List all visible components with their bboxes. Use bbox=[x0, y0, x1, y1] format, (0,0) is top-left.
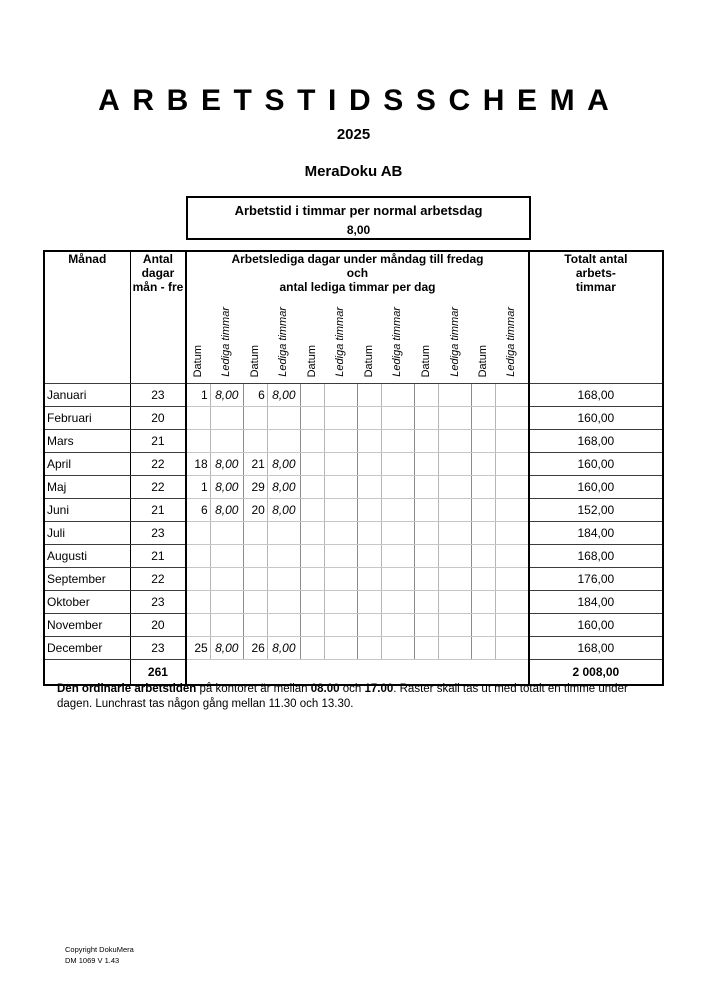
table-row bbox=[44, 499, 663, 522]
cell-month: Februari bbox=[44, 407, 130, 430]
cell-lediga-timmar bbox=[439, 476, 472, 499]
cell-datum bbox=[300, 476, 324, 499]
cell-datum bbox=[243, 407, 267, 430]
doc-id: DM 1069 V 1.43 bbox=[65, 955, 120, 965]
note-segment: på kontoret är mellan bbox=[196, 683, 311, 695]
cell-lediga-timmar bbox=[439, 499, 472, 522]
cell-lediga-timmar bbox=[267, 430, 300, 453]
hours-box-value: 8,00 bbox=[346, 223, 371, 237]
cell-datum bbox=[186, 545, 210, 568]
subheader-lediga-timmar bbox=[381, 298, 414, 384]
cell-datum bbox=[357, 591, 381, 614]
cell-lediga-timmar bbox=[381, 637, 414, 660]
company-name: MeraDoku AB bbox=[304, 163, 403, 180]
subheader-datum-label: Datum bbox=[192, 344, 205, 377]
cell-lediga-timmar bbox=[496, 591, 529, 614]
cell-lediga-timmar bbox=[496, 453, 529, 476]
table-row bbox=[44, 522, 663, 545]
cell-lediga-timmar bbox=[439, 384, 472, 407]
cell-datum bbox=[300, 591, 324, 614]
year-label: 2025 bbox=[336, 126, 371, 143]
header-total-line: timmar bbox=[575, 280, 616, 294]
cell-lediga-timmar bbox=[496, 384, 529, 407]
cell-total-hours: 184,00 bbox=[529, 591, 663, 614]
header-days-line: Antal bbox=[142, 252, 173, 266]
cell-datum bbox=[357, 407, 381, 430]
cell-datum: 1 bbox=[186, 476, 210, 499]
copyright-line: Copyright DokuMera bbox=[65, 945, 134, 954]
cell-datum: 18 bbox=[186, 453, 210, 476]
hours-box-label: Arbetstid i timmar per normal arbetsdag bbox=[234, 203, 483, 218]
cell-lediga-timmar bbox=[267, 614, 300, 637]
cell-month: Juli bbox=[44, 522, 130, 545]
note-segment: Den ordinarie arbetstiden bbox=[57, 683, 197, 695]
copyright-block bbox=[65, 945, 134, 966]
cell-days: 21 bbox=[130, 545, 186, 568]
cell-datum bbox=[357, 384, 381, 407]
cell-lediga-timmar bbox=[439, 453, 472, 476]
cell-lediga-timmar: 8,00 bbox=[267, 476, 300, 499]
cell-lediga-timmar bbox=[496, 407, 529, 430]
cell-datum bbox=[415, 614, 439, 637]
cell-lediga-timmar bbox=[496, 430, 529, 453]
cell-datum bbox=[300, 637, 324, 660]
cell-lediga-timmar: 8,00 bbox=[210, 384, 243, 407]
header-total-line: arbets- bbox=[575, 266, 616, 280]
header-total-hours bbox=[529, 251, 663, 384]
cell-datum bbox=[472, 407, 496, 430]
cell-lediga-timmar bbox=[324, 568, 357, 591]
subheader-datum bbox=[243, 298, 267, 384]
cell-lediga-timmar bbox=[381, 407, 414, 430]
cell-total-hours: 168,00 bbox=[529, 384, 663, 407]
cell-lediga-timmar bbox=[324, 499, 357, 522]
cell-datum bbox=[357, 614, 381, 637]
cell-datum: 6 bbox=[243, 384, 267, 407]
cell-datum bbox=[472, 637, 496, 660]
cell-datum bbox=[300, 430, 324, 453]
cell-datum bbox=[243, 545, 267, 568]
cell-datum bbox=[243, 522, 267, 545]
cell-lediga-timmar bbox=[439, 407, 472, 430]
cell-total-hours: 184,00 bbox=[529, 522, 663, 545]
cell-lediga-timmar bbox=[381, 568, 414, 591]
cell-lediga-timmar bbox=[267, 568, 300, 591]
cell-lediga-timmar: 8,00 bbox=[267, 637, 300, 660]
cell-datum: 26 bbox=[243, 637, 267, 660]
cell-days: 22 bbox=[130, 453, 186, 476]
cell-datum bbox=[300, 407, 324, 430]
cell-lediga-timmar bbox=[267, 522, 300, 545]
cell-lediga-timmar bbox=[324, 453, 357, 476]
cell-datum bbox=[472, 384, 496, 407]
cell-lediga-timmar bbox=[496, 637, 529, 660]
cell-datum bbox=[415, 637, 439, 660]
cell-lediga-timmar bbox=[439, 591, 472, 614]
cell-datum bbox=[472, 614, 496, 637]
cell-datum bbox=[186, 614, 210, 637]
cell-total-hours: 168,00 bbox=[529, 430, 663, 453]
subheader-datum-label: Datum bbox=[362, 344, 375, 377]
cell-lediga-timmar bbox=[210, 568, 243, 591]
cell-datum bbox=[415, 407, 439, 430]
cell-month: Maj bbox=[44, 476, 130, 499]
cell-lediga-timmar: 8,00 bbox=[267, 453, 300, 476]
subheader-lediga-timmar-label: Lediga timmar bbox=[220, 307, 233, 377]
header-leave-line: och bbox=[346, 266, 369, 280]
header-days-line: dagar bbox=[141, 266, 175, 280]
cell-lediga-timmar bbox=[381, 453, 414, 476]
table-row bbox=[44, 591, 663, 614]
cell-month: Mars bbox=[44, 430, 130, 453]
header-days bbox=[130, 251, 186, 384]
cell-month: Augusti bbox=[44, 545, 130, 568]
cell-datum bbox=[472, 545, 496, 568]
cell-total-hours: 176,00 bbox=[529, 568, 663, 591]
subheader-datum-label: Datum bbox=[477, 344, 490, 377]
cell-days: 20 bbox=[130, 614, 186, 637]
cell-days: 23 bbox=[130, 637, 186, 660]
cell-datum bbox=[357, 453, 381, 476]
subheader-datum-label: Datum bbox=[420, 344, 433, 377]
subheader-lediga-timmar bbox=[496, 298, 529, 384]
cell-lediga-timmar bbox=[210, 407, 243, 430]
cell-total-hours: 160,00 bbox=[529, 453, 663, 476]
cell-datum bbox=[186, 591, 210, 614]
cell-datum: 25 bbox=[186, 637, 210, 660]
table-row bbox=[44, 545, 663, 568]
cell-lediga-timmar bbox=[210, 591, 243, 614]
cell-days: 23 bbox=[130, 522, 186, 545]
cell-days: 21 bbox=[130, 430, 186, 453]
cell-lediga-timmar bbox=[381, 591, 414, 614]
table-row bbox=[44, 384, 663, 407]
cell-total-hours: 168,00 bbox=[529, 637, 663, 660]
cell-lediga-timmar bbox=[381, 476, 414, 499]
cell-month: December bbox=[44, 637, 130, 660]
cell-datum bbox=[300, 384, 324, 407]
cell-datum bbox=[186, 430, 210, 453]
cell-lediga-timmar bbox=[324, 407, 357, 430]
cell-lediga-timmar bbox=[324, 637, 357, 660]
cell-datum bbox=[186, 522, 210, 545]
cell-datum bbox=[472, 430, 496, 453]
cell-datum bbox=[415, 545, 439, 568]
cell-lediga-timmar bbox=[210, 430, 243, 453]
cell-lediga-timmar bbox=[324, 430, 357, 453]
cell-lediga-timmar bbox=[439, 522, 472, 545]
cell-datum bbox=[357, 499, 381, 522]
subheader-lediga-timmar bbox=[267, 298, 300, 384]
cell-lediga-timmar: 8,00 bbox=[210, 476, 243, 499]
cell-days: 22 bbox=[130, 568, 186, 591]
cell-lediga-timmar bbox=[496, 568, 529, 591]
subheader-lediga-timmar-label: Lediga timmar bbox=[391, 307, 404, 377]
cell-datum bbox=[243, 430, 267, 453]
cell-datum bbox=[472, 591, 496, 614]
cell-lediga-timmar: 8,00 bbox=[210, 453, 243, 476]
subheader-lediga-timmar bbox=[324, 298, 357, 384]
cell-lediga-timmar: 8,00 bbox=[210, 637, 243, 660]
cell-days: 21 bbox=[130, 499, 186, 522]
table-row bbox=[44, 407, 663, 430]
cell-datum bbox=[472, 476, 496, 499]
page-title: ARBETSTIDSSCHEMA bbox=[98, 84, 622, 117]
total-hours-cell: 2 008,00 bbox=[529, 660, 663, 686]
cell-datum bbox=[186, 568, 210, 591]
hours-per-day-box bbox=[186, 196, 531, 240]
header-leave-line: Arbetslediga dagar under måndag till fredag bbox=[231, 252, 484, 266]
cell-lediga-timmar bbox=[381, 545, 414, 568]
total-days-cell: 261 bbox=[130, 660, 186, 686]
note-segment: . Raster skall tas ut med totalt en timme under dagen. Lunchrast tas någon gång mellan 11.30 och 13.30. bbox=[57, 683, 628, 711]
schedule-table-wrap bbox=[43, 250, 664, 686]
cell-datum bbox=[300, 522, 324, 545]
table-row bbox=[44, 614, 663, 637]
cell-datum bbox=[415, 591, 439, 614]
cell-lediga-timmar bbox=[324, 522, 357, 545]
cell-datum bbox=[300, 614, 324, 637]
cell-month: April bbox=[44, 453, 130, 476]
cell-lediga-timmar bbox=[324, 591, 357, 614]
cell-lediga-timmar bbox=[439, 545, 472, 568]
cell-lediga-timmar bbox=[324, 545, 357, 568]
cell-days: 23 bbox=[130, 384, 186, 407]
cell-lediga-timmar bbox=[381, 430, 414, 453]
cell-datum bbox=[357, 637, 381, 660]
cell-total-hours: 160,00 bbox=[529, 407, 663, 430]
schedule-table bbox=[43, 250, 664, 686]
cell-lediga-timmar bbox=[496, 545, 529, 568]
note-segment: 08.00 bbox=[310, 683, 340, 695]
cell-lediga-timmar bbox=[210, 545, 243, 568]
cell-month: Oktober bbox=[44, 591, 130, 614]
cell-month: September bbox=[44, 568, 130, 591]
cell-lediga-timmar bbox=[381, 499, 414, 522]
cell-datum bbox=[415, 499, 439, 522]
cell-total-hours: 160,00 bbox=[529, 614, 663, 637]
table-row bbox=[44, 476, 663, 499]
cell-datum bbox=[357, 545, 381, 568]
cell-datum bbox=[415, 453, 439, 476]
subheader-datum bbox=[472, 298, 496, 384]
cell-month: Januari bbox=[44, 384, 130, 407]
cell-datum bbox=[415, 522, 439, 545]
cell-datum bbox=[415, 568, 439, 591]
cell-days: 23 bbox=[130, 591, 186, 614]
cell-datum bbox=[300, 499, 324, 522]
cell-datum bbox=[243, 568, 267, 591]
table-body bbox=[44, 384, 663, 660]
cell-lediga-timmar: 8,00 bbox=[210, 499, 243, 522]
subheader-lediga-timmar-label: Lediga timmar bbox=[448, 307, 461, 377]
header-leave-line: antal lediga timmar per dag bbox=[279, 280, 436, 294]
cell-lediga-timmar bbox=[267, 591, 300, 614]
cell-datum bbox=[357, 430, 381, 453]
cell-lediga-timmar bbox=[381, 384, 414, 407]
table-row bbox=[44, 453, 663, 476]
subheader-lediga-timmar bbox=[210, 298, 243, 384]
cell-lediga-timmar bbox=[439, 614, 472, 637]
cell-datum bbox=[472, 522, 496, 545]
table-header bbox=[44, 251, 663, 384]
subheader-lediga-timmar-label: Lediga timmar bbox=[277, 307, 290, 377]
table-row bbox=[44, 430, 663, 453]
cell-lediga-timmar bbox=[496, 614, 529, 637]
cell-month: Juni bbox=[44, 499, 130, 522]
subheader-datum bbox=[415, 298, 439, 384]
cell-datum bbox=[300, 568, 324, 591]
cell-lediga-timmar bbox=[324, 614, 357, 637]
subheader-datum-label: Datum bbox=[248, 344, 261, 377]
cell-lediga-timmar bbox=[496, 522, 529, 545]
cell-datum bbox=[415, 476, 439, 499]
subheader-datum bbox=[186, 298, 210, 384]
cell-lediga-timmar: 8,00 bbox=[267, 384, 300, 407]
cell-datum bbox=[472, 568, 496, 591]
cell-lediga-timmar: 8,00 bbox=[267, 499, 300, 522]
cell-lediga-timmar bbox=[267, 407, 300, 430]
cell-lediga-timmar bbox=[381, 614, 414, 637]
cell-datum bbox=[300, 453, 324, 476]
cell-lediga-timmar bbox=[324, 476, 357, 499]
cell-datum bbox=[243, 591, 267, 614]
subheader-datum-label: Datum bbox=[305, 344, 318, 377]
cell-total-hours: 160,00 bbox=[529, 476, 663, 499]
cell-lediga-timmar bbox=[496, 499, 529, 522]
header-leave-days bbox=[186, 251, 529, 298]
cell-total-hours: 152,00 bbox=[529, 499, 663, 522]
cell-datum bbox=[472, 499, 496, 522]
cell-datum bbox=[357, 476, 381, 499]
cell-lediga-timmar bbox=[324, 384, 357, 407]
cell-datum bbox=[300, 545, 324, 568]
cell-datum: 21 bbox=[243, 453, 267, 476]
cell-datum bbox=[186, 407, 210, 430]
subheader-datum bbox=[300, 298, 324, 384]
cell-lediga-timmar bbox=[267, 545, 300, 568]
cell-datum: 20 bbox=[243, 499, 267, 522]
cell-datum bbox=[243, 614, 267, 637]
subheader-datum bbox=[357, 298, 381, 384]
subheader-lediga-timmar-label: Lediga timmar bbox=[334, 307, 347, 377]
cell-datum bbox=[415, 384, 439, 407]
cell-datum: 6 bbox=[186, 499, 210, 522]
note-segment: och bbox=[339, 683, 365, 695]
cell-lediga-timmar bbox=[381, 522, 414, 545]
note-segment: 17.00 bbox=[364, 683, 394, 695]
cell-datum: 29 bbox=[243, 476, 267, 499]
subheader-lediga-timmar bbox=[439, 298, 472, 384]
header-month: Månad bbox=[44, 251, 130, 384]
cell-lediga-timmar bbox=[439, 568, 472, 591]
cell-datum bbox=[415, 430, 439, 453]
cell-lediga-timmar bbox=[439, 637, 472, 660]
table-row bbox=[44, 637, 663, 660]
cell-datum: 1 bbox=[186, 384, 210, 407]
note-text bbox=[57, 682, 654, 712]
header-days-line: mån - fre bbox=[132, 280, 184, 294]
cell-datum bbox=[357, 568, 381, 591]
cell-lediga-timmar bbox=[496, 476, 529, 499]
cell-lediga-timmar bbox=[210, 522, 243, 545]
header-total-line: Totalt antal bbox=[564, 252, 628, 266]
cell-days: 20 bbox=[130, 407, 186, 430]
cell-lediga-timmar bbox=[210, 614, 243, 637]
cell-month: November bbox=[44, 614, 130, 637]
cell-datum bbox=[357, 522, 381, 545]
cell-lediga-timmar bbox=[439, 430, 472, 453]
cell-days: 22 bbox=[130, 476, 186, 499]
cell-datum bbox=[472, 453, 496, 476]
cell-total-hours: 168,00 bbox=[529, 545, 663, 568]
subheader-lediga-timmar-label: Lediga timmar bbox=[505, 307, 518, 377]
table-row bbox=[44, 568, 663, 591]
